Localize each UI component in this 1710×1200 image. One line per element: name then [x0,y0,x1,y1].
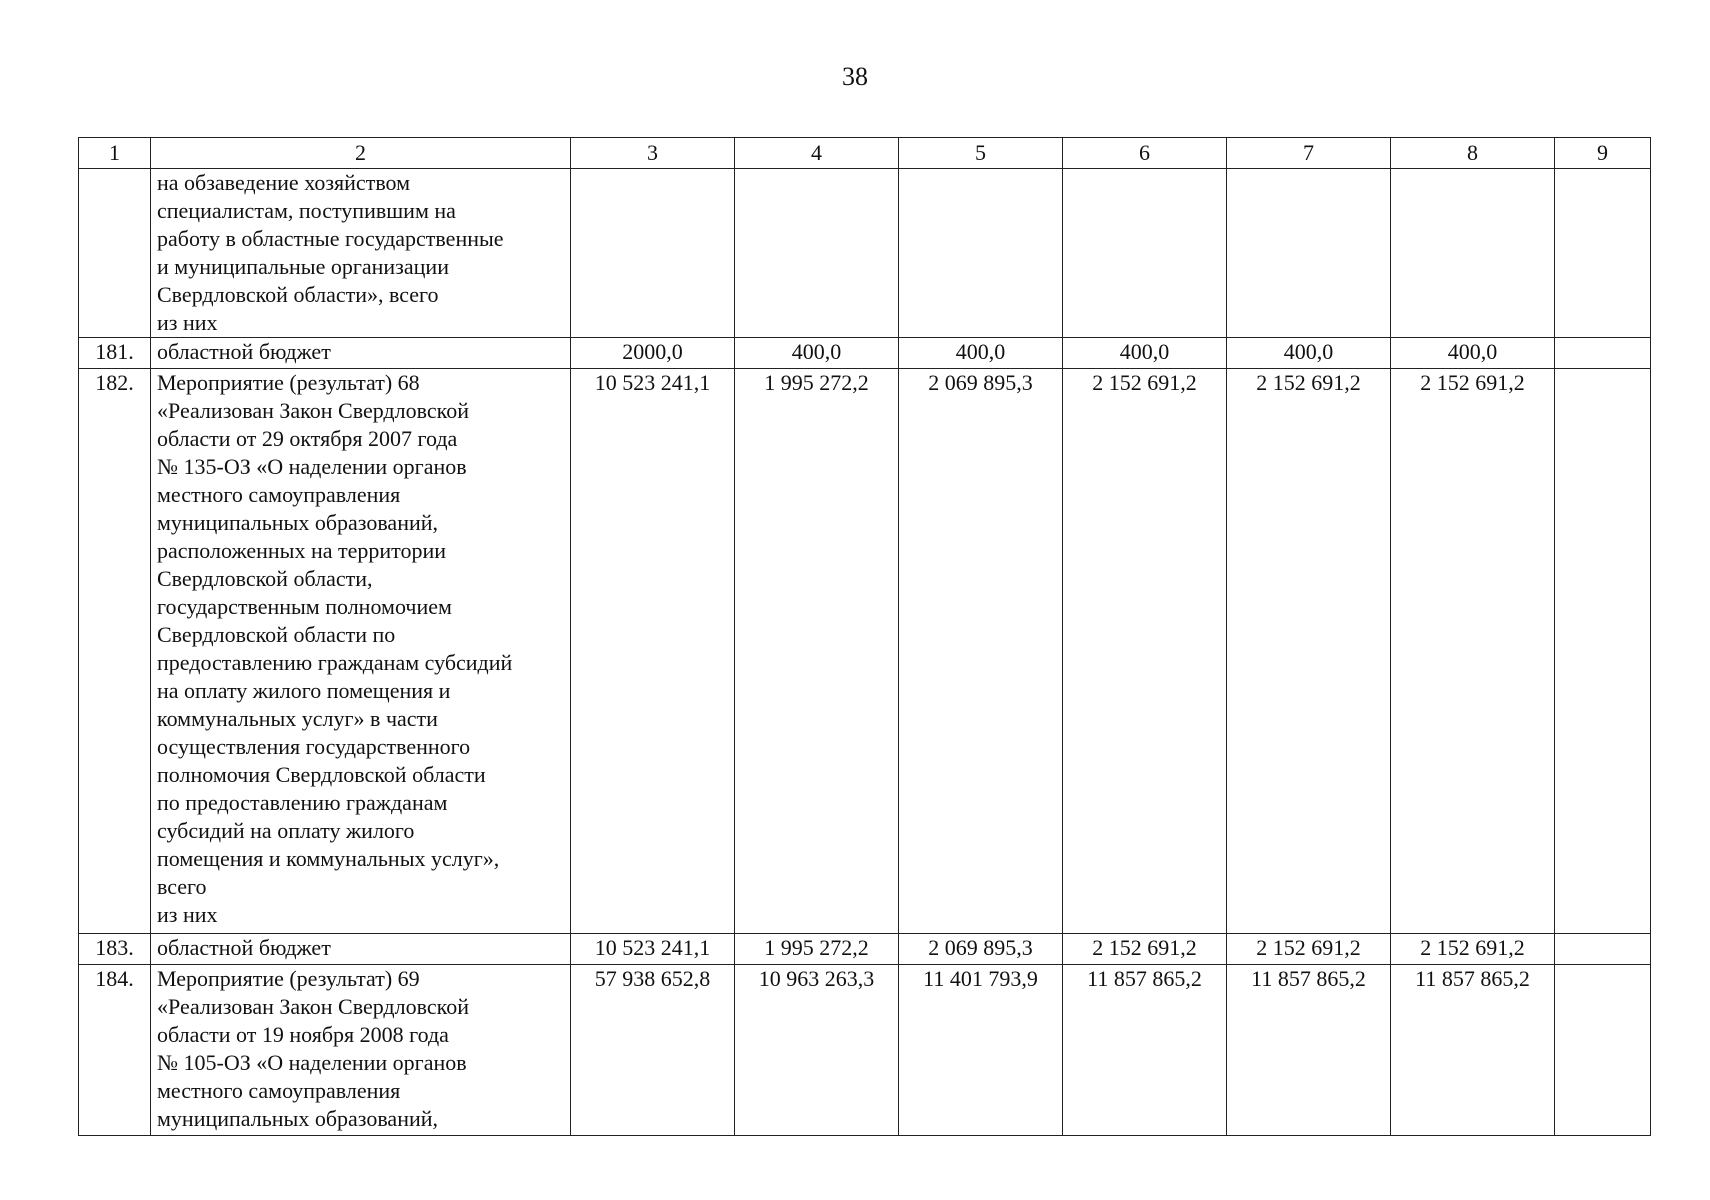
description-line: работу в областные государственные [157,226,504,251]
value-cell [1555,934,1651,965]
table-row [79,369,1651,934]
value-cell: 400,0 [899,338,1063,369]
value-cell [1555,965,1651,1136]
description-line: субсидий на оплату жилого [157,818,415,843]
value-cell: 400,0 [735,338,899,369]
value-cell: 11 857 865,2 [1063,965,1227,1136]
table-header-row [79,138,1651,169]
value-cell [1227,169,1391,338]
description-line: Свердловской области, [157,566,373,591]
value-cell: 2 069 895,3 [899,934,1063,965]
value-cell [1555,169,1651,338]
description-line: расположенных на территории [157,538,447,563]
value-cell: 2 152 691,2 [1391,934,1555,965]
value-cell [1555,369,1651,934]
row-description [151,169,571,338]
description-line: государственным полномочием [157,594,452,619]
description-line: № 105-ОЗ «О наделении органов [157,1050,467,1075]
value-cell: 10 963 263,3 [735,965,899,1136]
description-line: Свердловской области по [157,622,396,647]
value-cell: 2 152 691,2 [1227,934,1391,965]
description-line: специалистам, поступившим на [157,198,456,223]
row-number [79,169,151,338]
column-header: 1 [79,138,151,169]
value-cell: 1 995 272,2 [735,934,899,965]
description-line: из них [157,902,218,927]
column-header: 7 [1227,138,1391,169]
description-line: «Реализован Закон Свердловской [157,994,469,1019]
description-line: по предоставлению гражданам [157,790,448,815]
description-line: осуществления государственного [157,734,471,759]
description-line: предоставлению гражданам субсидий [157,650,513,675]
value-cell: 2 152 691,2 [1063,934,1227,965]
page-number: 38 [842,62,868,91]
description-line: из них [157,310,218,335]
row-description [151,934,571,965]
value-cell: 11 401 793,9 [899,965,1063,1136]
row-description [151,965,571,1136]
value-cell [735,169,899,338]
value-cell: 400,0 [1391,338,1555,369]
value-cell [1555,338,1651,369]
description-line: Мероприятие (результат) 69 [157,966,420,991]
description-line: № 135-ОЗ «О наделении органов [157,454,467,479]
value-cell: 57 938 652,8 [571,965,735,1136]
row-number: 183. [79,934,151,965]
column-header: 5 [899,138,1063,169]
column-header: 3 [571,138,735,169]
table-row [79,169,1651,338]
value-cell: 2 152 691,2 [1063,369,1227,934]
description-line: Мероприятие (результат) 68 [157,370,420,395]
value-cell [899,169,1063,338]
table-row [79,338,1651,369]
row-description [151,338,571,369]
row-number: 181. [79,338,151,369]
column-header: 9 [1555,138,1651,169]
description-line: коммунальных услуг» в части [157,706,438,731]
column-header: 8 [1391,138,1555,169]
description-line: муниципальных образований, [157,1106,439,1131]
value-cell: 10 523 241,1 [571,934,735,965]
value-cell: 2 152 691,2 [1391,369,1555,934]
value-cell: 400,0 [1227,338,1391,369]
budget-table [78,137,1651,1136]
row-description [151,369,571,934]
column-header: 2 [151,138,571,169]
value-cell: 400,0 [1063,338,1227,369]
value-cell: 11 857 865,2 [1227,965,1391,1136]
value-cell: 2000,0 [571,338,735,369]
row-number: 184. [79,965,151,1136]
description-line: на обзаведение хозяйством [157,170,411,195]
description-line: всего [157,874,207,899]
column-header: 6 [1063,138,1227,169]
description-line: «Реализован Закон Свердловской [157,398,469,423]
value-cell [571,169,735,338]
description-line: местного самоуправления [157,1078,401,1103]
value-cell: 10 523 241,1 [571,369,735,934]
description-line: полномочия Свердловской области [157,762,486,787]
table-row [79,934,1651,965]
description-line: области от 19 ноября 2008 года [157,1022,449,1047]
description-line: области от 29 октября 2007 года [157,426,458,451]
description-line: муниципальных образований, [157,510,439,535]
description-line: областной бюджет [157,935,331,960]
value-cell: 11 857 865,2 [1391,965,1555,1136]
description-line: и муниципальные организации [157,254,449,279]
value-cell: 2 069 895,3 [899,369,1063,934]
column-header: 4 [735,138,899,169]
description-line: Свердловской области», всего [157,282,439,307]
row-number: 182. [79,369,151,934]
value-cell [1063,169,1227,338]
description-line: помещения и коммунальных услуг», [157,846,500,871]
table-row [79,965,1651,1136]
value-cell: 1 995 272,2 [735,369,899,934]
value-cell: 2 152 691,2 [1227,369,1391,934]
description-line: местного самоуправления [157,482,401,507]
description-line: областной бюджет [157,339,331,364]
value-cell [1391,169,1555,338]
description-line: на оплату жилого помещения и [157,678,451,703]
